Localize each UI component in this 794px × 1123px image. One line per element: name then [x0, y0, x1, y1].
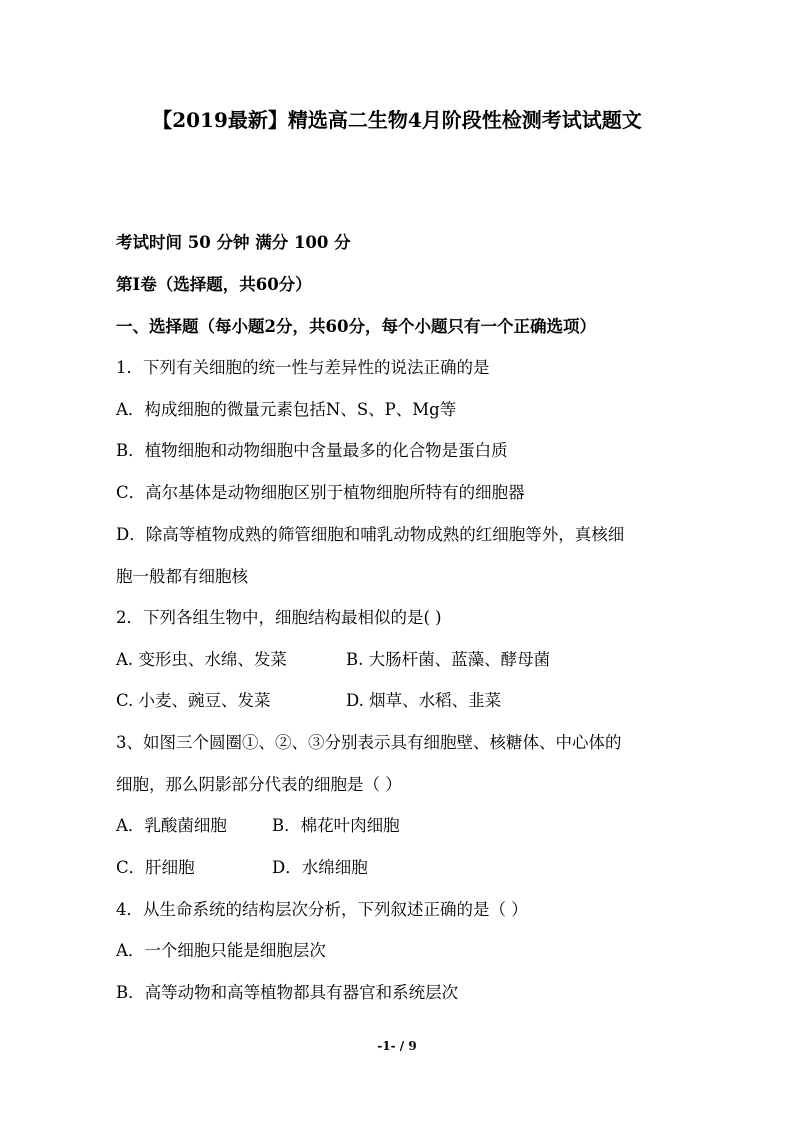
question-1-option-d: D．除高等植物成熟的筛管细胞和哺乳动物成熟的红细胞等外，真核细 — [116, 525, 625, 544]
question-1-option-c: C．高尔基体是动物细胞区别于植物细胞所特有的细胞器 — [116, 483, 525, 502]
section-title: 第Ⅰ卷（选择题，共60分） — [116, 275, 312, 294]
question-2-option-b: B. 大肠杆菌、蓝藻、酵母菌 — [346, 650, 551, 669]
question-1-option-a: A．构成细胞的微量元素包括N、S、P、Mg等 — [116, 400, 457, 419]
page-number: -1- / 9 — [377, 1039, 417, 1053]
question-4-stem: 4．从生命系统的结构层次分析，下列叙述正确的是（ ） — [116, 900, 528, 919]
part-title: 一、选择题（每小题2分，共60分，每个小题只有一个正确选项） — [116, 317, 596, 336]
document-title: 【2019最新】精选高二生物4月阶段性检测考试试题文 — [152, 108, 642, 132]
question-2-option-a: A. 变形虫、水绵、发菜 — [116, 650, 287, 669]
question-2-option-c: C. 小麦、豌豆、发菜 — [116, 691, 271, 710]
question-3-stem-line-2: 细胞，那么阴影部分代表的细胞是（ ） — [116, 775, 402, 794]
question-2-option-d: D. 烟草、水稻、韭菜 — [346, 691, 502, 710]
question-3-options-row-2 — [116, 857, 616, 879]
question-3-options-row-1 — [116, 815, 616, 837]
question-3-option-b: B．棉花叶肉细胞 — [272, 816, 400, 835]
question-1-option-d-continued: 胞一般都有细胞核 — [116, 567, 248, 586]
question-2-stem: 2．下列各组生物中，细胞结构最相似的是( ) — [116, 608, 442, 627]
question-4-option-b: B．高等动物和高等植物都具有器官和系统层次 — [116, 983, 459, 1002]
question-3-option-d: D．水绵细胞 — [272, 858, 368, 877]
question-2-options-row-2 — [116, 690, 616, 712]
question-4-option-a: A．一个细胞只能是细胞层次 — [116, 941, 326, 960]
exam-info: 考试时间 50 分钟 满分 100 分 — [116, 233, 351, 252]
question-1-option-b: B．植物细胞和动物细胞中含量最多的化合物是蛋白质 — [116, 441, 508, 460]
question-3-option-c: C．肝细胞 — [116, 858, 195, 877]
question-2-options-row-1 — [116, 649, 616, 671]
question-1-stem: 1．下列有关细胞的统一性与差异性的说法正确的是 — [116, 358, 490, 377]
question-3-stem-line-1: 3、如图三个圆圈①、②、③分别表示具有细胞壁、核糖体、中心体的 — [116, 733, 622, 752]
question-3-option-a: A．乳酸菌细胞 — [116, 816, 227, 835]
